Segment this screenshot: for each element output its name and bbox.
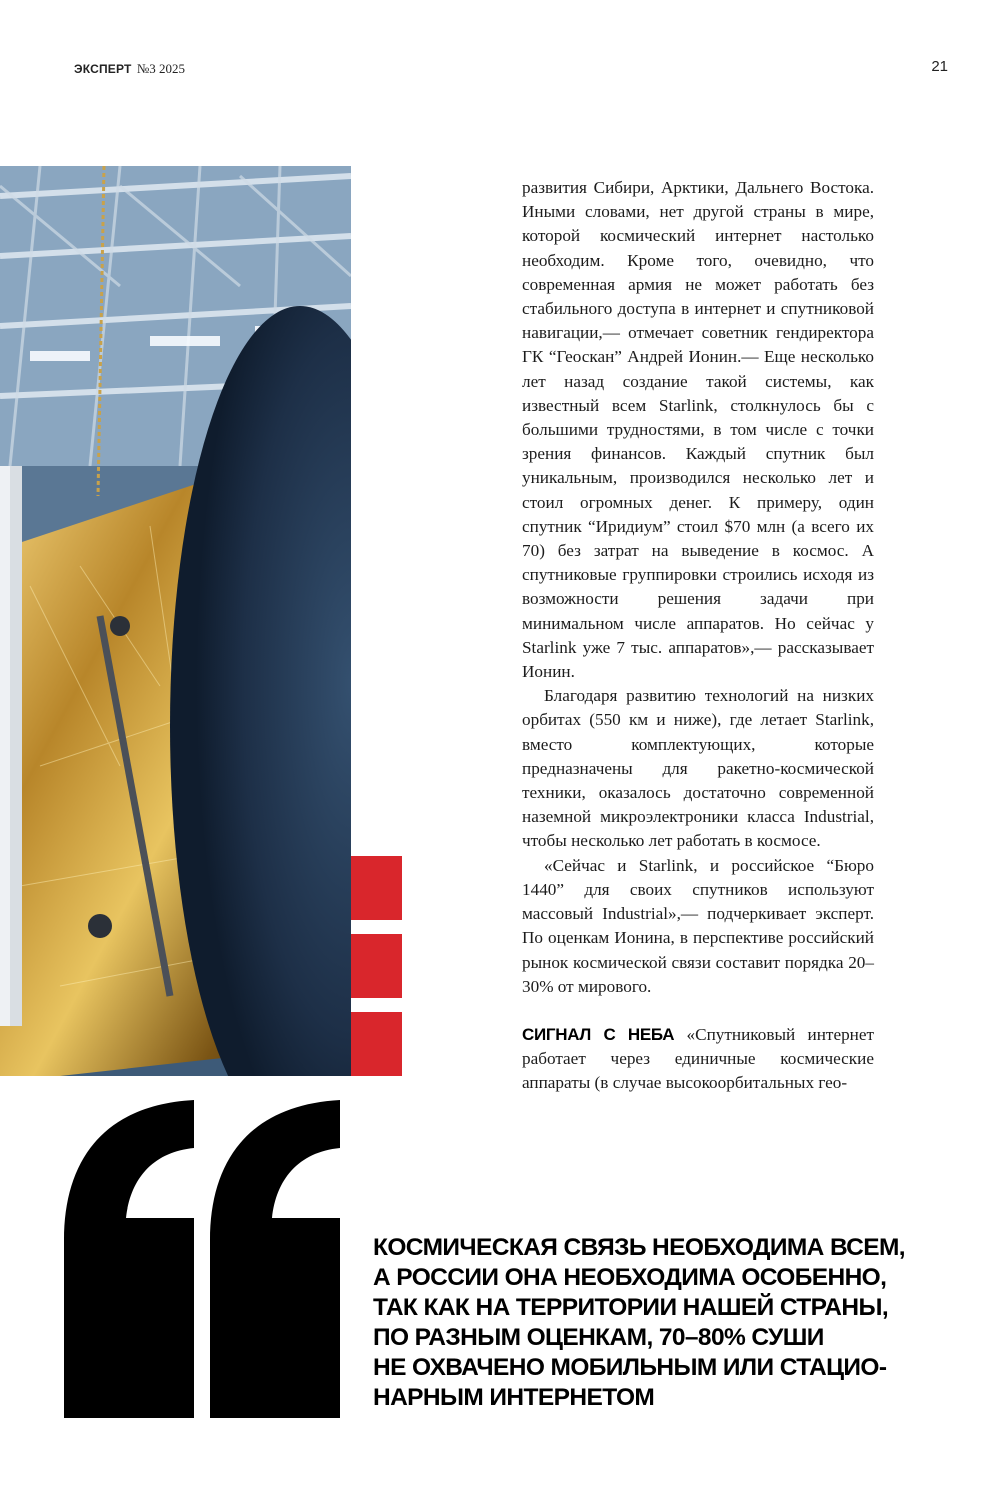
running-header (74, 61, 185, 77)
red-accent-block (351, 1012, 402, 1076)
pull-quote-line: ТАК КАК НА ТЕРРИТОРИИ НАШЕЙ СТРАНЫ, (373, 1294, 889, 1321)
pull-quote (373, 1233, 933, 1413)
pull-quote-line: КОСМИЧЕСКАЯ СВЯЗЬ НЕОБХОДИМА ВСЕМ, (373, 1234, 905, 1261)
red-accent-block (351, 934, 402, 998)
paragraph: Благодаря развитию технологий на низких орбитах (550 км и ниже), где летает Starlink, вместо комплектующих, которые предназначены для ракетно-космической техники, оказалось достаточно современной наземной микроэлектроники класса Industrial, чтобы несколько лет работать в космосе. (522, 686, 874, 851)
paragraph: развития Сибири, Арктики, Дальнего Востока. Иными словами, нет другой страны в мире, которой космический интернет настолько необходим. Кроме того, очевидно, что современная армия не может работать без стабильного доступа в интернет и спутниковой навигации,— отмечает советник гендиректора ГК “Геоскан” Андрей Ионин.— Еще несколько лет назад создание такой системы, как известный всем Starlink, столкнулось бы с большими трудностями, в том числе с точки зрения финансов. Каждый спутник был уникальным, производился несколько лет и стоил огромных денег. К примеру, один спутник “Иридиум” стоил $70 млн (а всего их 70) без затрат на выведение в космос. А спутниковые группировки строились исходя из возможности решения задачи при минимальном числе аппаратов. Но сейчас у Starlink уже 7 тыс. аппаратов»,— рассказывает Ионин. (522, 178, 874, 682)
open-double-quote-icon (64, 1100, 354, 1418)
pull-quote-line: ПО РАЗНЫМ ОЦЕНКАМ, 70–80% СУШИ (373, 1324, 824, 1351)
pull-quote-line: А РОССИИ ОНА НЕОБХОДИМА ОСОБЕННО, (373, 1264, 887, 1291)
pull-quote-line: НЕ ОХВАЧЕНО МОБИЛЬНЫМ ИЛИ СТАЦИО- (373, 1354, 887, 1381)
pull-quote-line: НАРНЫМ ИНТЕРНЕТОМ (373, 1384, 655, 1411)
issue-number: №3 2025 (136, 61, 185, 76)
section-text: «Спутниковый интернет работает через единичные космические аппараты (в случае высокоорбитальных гео- (522, 1024, 874, 1093)
satellite-photo (0, 166, 351, 1076)
page-number: 21 (931, 58, 948, 75)
section-heading: СИГНАЛ С НЕБА (522, 1024, 675, 1044)
magazine-name: ЭКСПЕРТ (74, 62, 132, 76)
section-paragraph (522, 1023, 874, 1096)
red-accent-block (351, 856, 402, 920)
article-body (522, 176, 874, 1096)
paragraph: «Сейчас и Starlink, и российское “Бюро 1440” для своих спутников используют массовый Industrial»,— подчеркивает эксперт. По оценкам Ионина, в перспективе российский рынок космической связи составит порядка 20–30% от мирового. (522, 855, 874, 996)
